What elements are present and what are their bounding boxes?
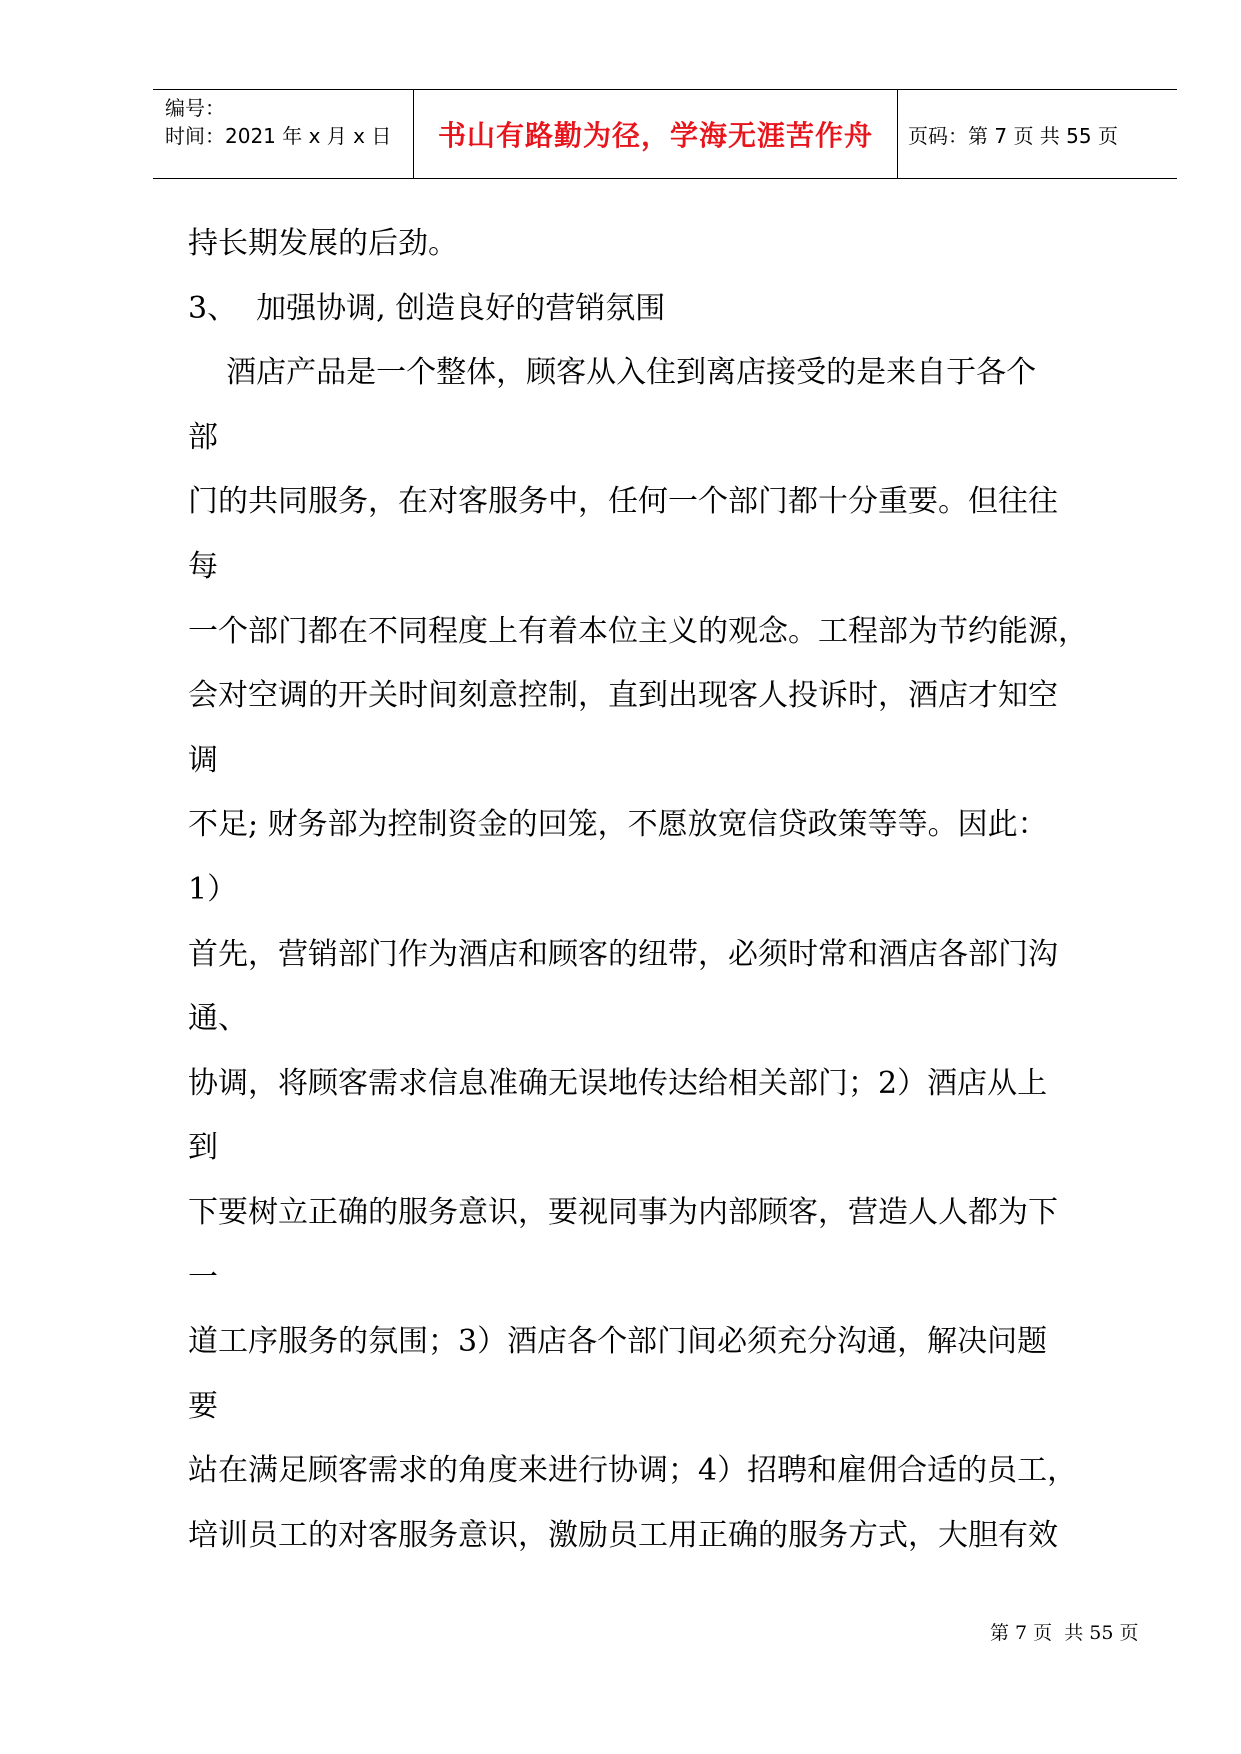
header-page-info: 页码：第 7 页 共 55 页 <box>908 123 1118 148</box>
body-line: 会对空调的开关时间刻意控制，直到出现客人投诉时，酒店才知空 <box>188 678 1058 714</box>
body-line: 部 <box>188 419 218 455</box>
body-line: 调 <box>188 742 218 778</box>
document-body <box>188 212 1163 1568</box>
body-line: 一 <box>188 1259 218 1295</box>
header-time-label: 时间：2021 年 x 月 x 日 <box>165 124 392 148</box>
header-motto: 书山有路勤为径，学海无涯苦作舟 <box>437 119 873 152</box>
body-line: 首先，营销部门作为酒店和顾客的纽带，必须时常和酒店各部门沟 <box>188 936 1058 972</box>
page-header <box>153 89 1177 179</box>
body-line: 道工序服务的氛围；3）酒店各个部门间必须充分沟通，解决问题 <box>188 1324 1048 1360</box>
body-line: 通、 <box>188 1001 248 1037</box>
body-line: 站在满足顾客需求的角度来进行协调；4）招聘和雇佣合适的员工， <box>188 1453 1078 1489</box>
body-line: 酒店产品是一个整体，顾客从入住到离店接受的是来自于各个 <box>188 355 1037 391</box>
page-footer: 第 7 页 共 55 页 <box>990 1622 1139 1644</box>
body-line: 持长期发展的后劲。 <box>188 226 458 261</box>
body-line: 下要树立正确的服务意识，要视同事为内部顾客，营造人人都为下 <box>188 1194 1058 1230</box>
section-heading: 3、 加强协调, 创造良好的营销氛围 <box>188 290 666 326</box>
body-line: 门的共同服务，在对客服务中，任何一个部门都十分重要。但往往 <box>188 484 1058 520</box>
header-number-label: 编号： <box>165 96 225 120</box>
body-line: 要 <box>188 1388 218 1424</box>
body-line: 1） <box>188 871 238 907</box>
header-divider <box>897 90 898 178</box>
body-line: 一个部门都在不同程度上有着本位主义的观念。工程部为节约能源， <box>188 613 1088 649</box>
body-line: 每 <box>188 548 218 584</box>
body-line: 不足; 财务部为控制资金的回笼，不愿放宽信贷政策等等。因此： <box>188 807 1048 843</box>
body-line: 协调，将顾客需求信息准确无误地传达给相关部门；2）酒店从上 <box>188 1065 1048 1101</box>
body-line: 到 <box>188 1130 218 1166</box>
body-line: 培训员工的对客服务意识，激励员工用正确的服务方式，大胆有效 <box>188 1517 1058 1553</box>
